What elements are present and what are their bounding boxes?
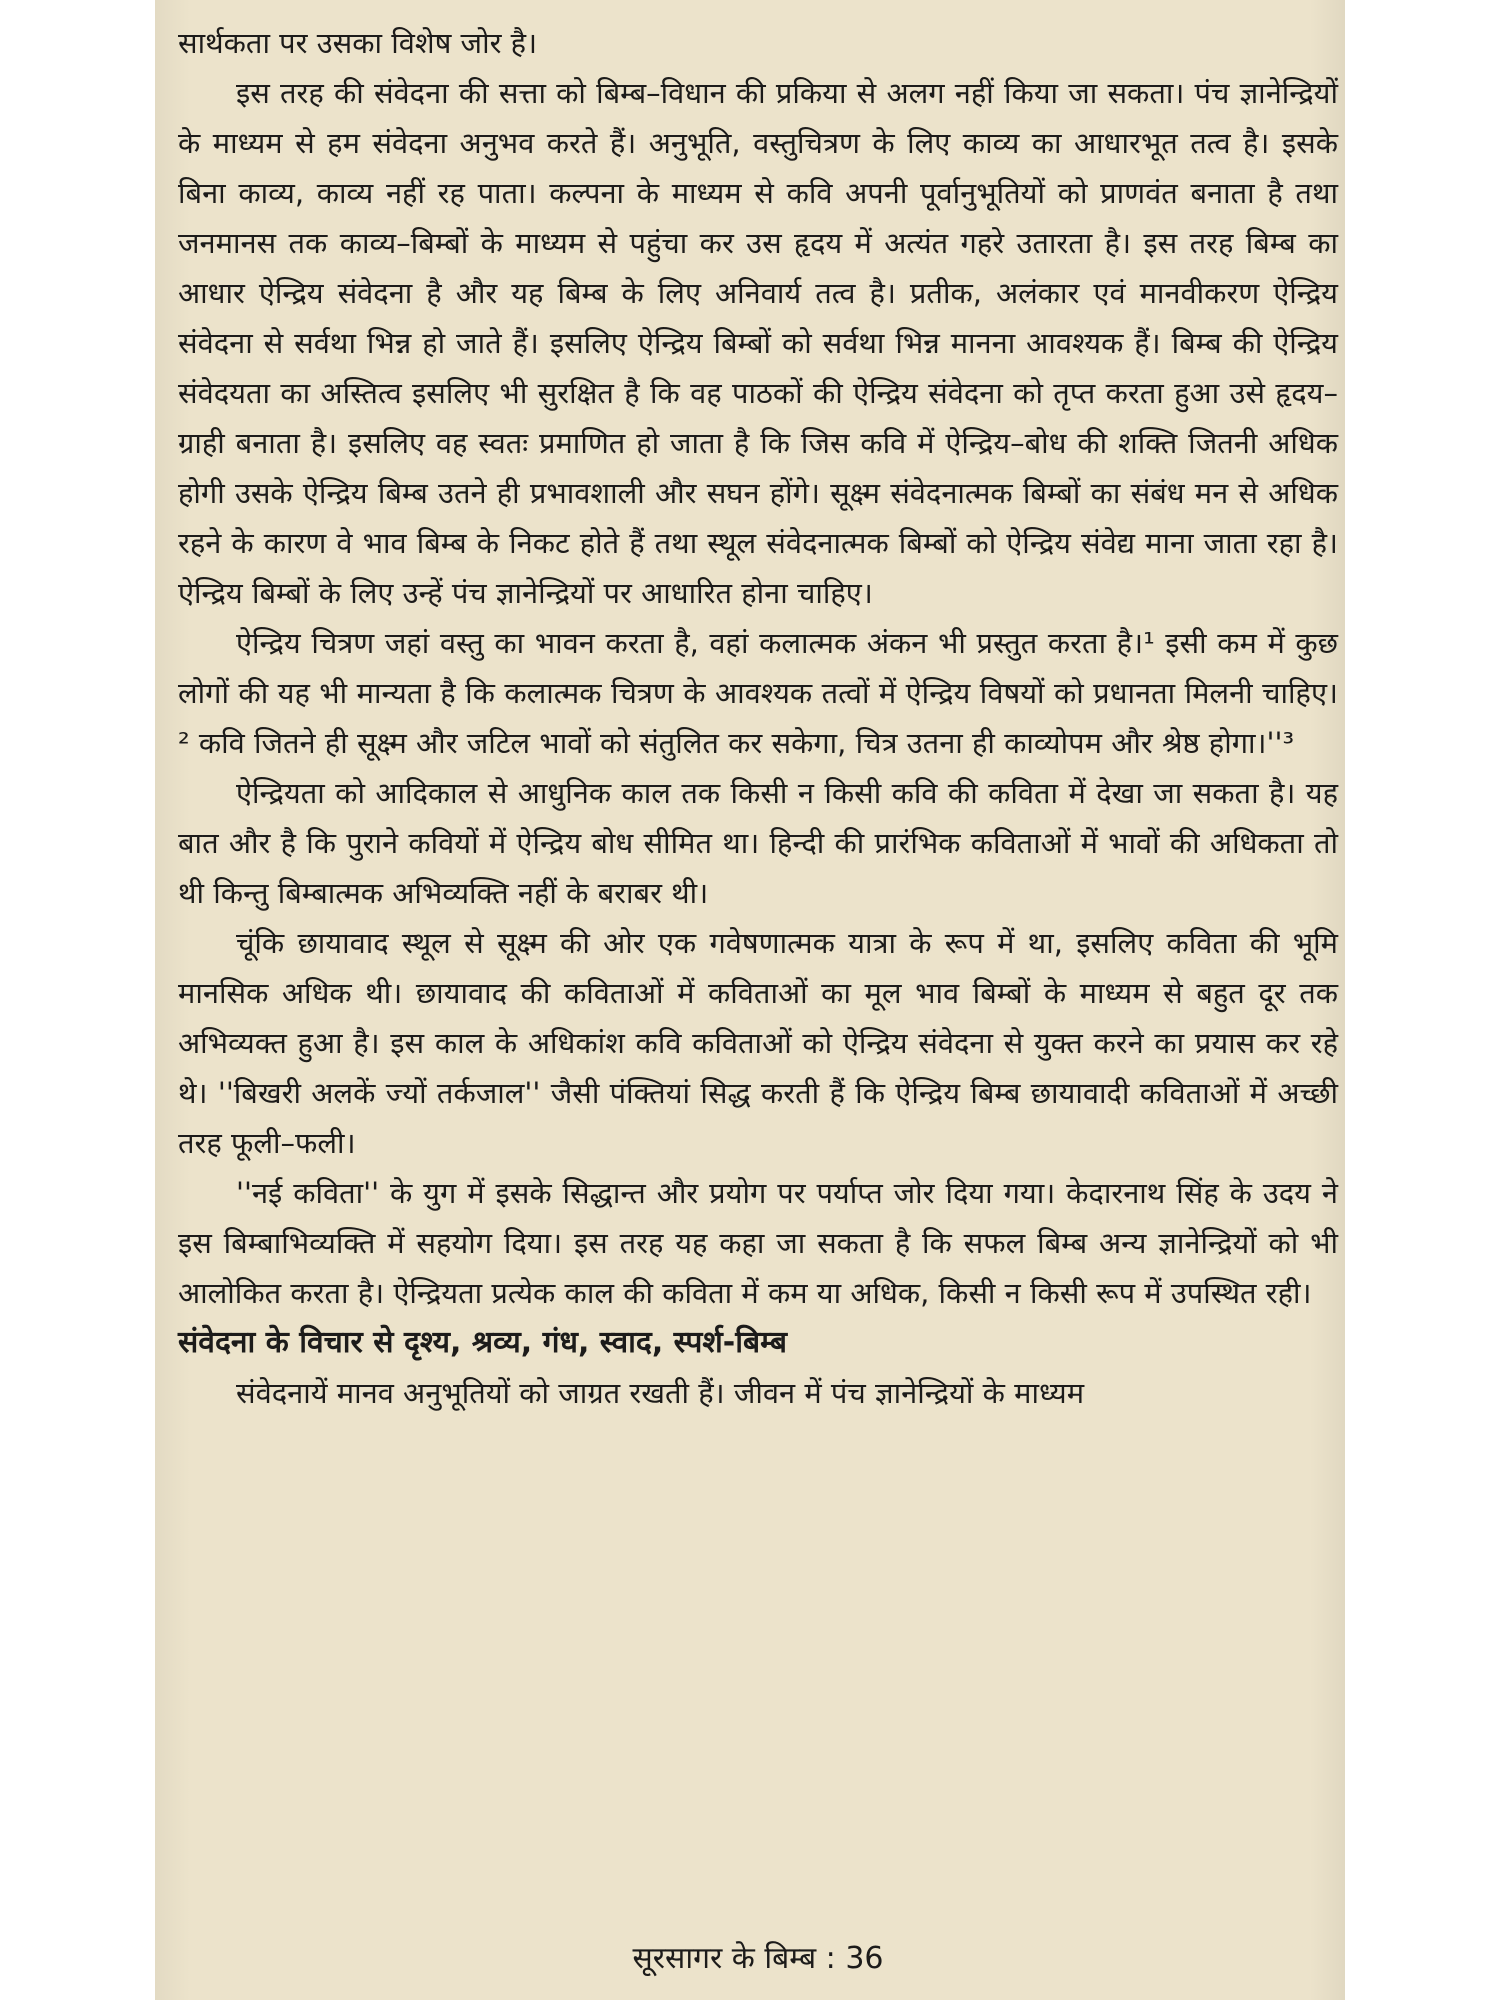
page-footer: सूरसागर के बिम्ब : 36	[632, 1941, 884, 1976]
paragraph-senses-intro: संवेदनायें मानव अनुभूतियों को जाग्रत रखती हैं। जीवन में पंच ज्ञानेन्द्रियों के माध्यम	[236, 1376, 1085, 1410]
section-heading: संवेदना के विचार से दृश्य, श्रव्य, गंध, स्वाद, स्पर्श-बिम्ब	[178, 1325, 788, 1360]
paragraph-sensuality-history: ऐन्द्रियता को आदिकाल से आधुनिक काल तक किसी न किसी कवि की कविता में देखा जा सकता है। यह बात और है कि पुराने कवियों में ऐन्द्रिय बोध सीमित था। हिन्दी की प्रारंभिक कविताओं में भावों की अधिकता तो थी किन्तु बिम्बात्मक अभिव्यक्ति नहीं के बराबर थी।	[178, 776, 1338, 910]
paragraph-continuation: सार्थकता पर उसका विशेष जोर है।	[178, 26, 538, 60]
page-body	[178, 18, 1338, 1418]
paragraph-chhayavad: चूंकि छायावाद स्थूल से सूक्ष्म की ओर एक गवेषणात्मक यात्रा के रूप में था, इसलिए कविता की भूमि मानसिक अधिक थी। छायावाद की कविताओं में कविताओं का मूल भाव बिम्बों के माध्यम से बहुत दूर तक अभिव्यक्त हुआ है। इस काल के अधिकांश कवि कविताओं को ऐन्द्रिय संवेदना से युक्त करने का प्रयास कर रहे थे। ''बिखरी अलकें ज्यों तर्कजाल'' जैसी पंक्तियां सिद्ध करती हैं कि ऐन्द्रिय बिम्ब छायावादी कविताओं में अच्छी तरह फूली–फली।	[178, 926, 1338, 1160]
paragraph-sensory-depiction: ऐन्द्रिय चित्रण जहां वस्तु का भावन करता है, वहां कलात्मक अंकन भी प्रस्तुत करता है।¹ इसी कम में कुछ लोगों की यह भी मान्यता है कि कलात्मक चित्रण के आवश्यक तत्वों में ऐन्द्रिय विषयों को प्रधानता मिलनी चाहिए।² कवि जितने ही सूक्ष्म और जटिल भावों को संतुलित कर सकेगा, चित्र उतना ही काव्योपम और श्रेष्ठ होगा।''³	[178, 626, 1338, 760]
paragraph-nayi-kavita: ''नई कविता'' के युग में इसके सिद्धान्त और प्रयोग पर पर्याप्त जोर दिया गया। केदारनाथ सिंह के उदय ने इस बिम्बाभिव्यक्ति में सहयोग दिया। इस तरह यह कहा जा सकता है कि सफल बिम्ब अन्य ज्ञानेन्द्रियों को भी आलोकित करता है। ऐन्द्रियता प्रत्येक काल की कविता में कम या अधिक, किसी न किसी रूप में उपस्थित रही।	[178, 1176, 1338, 1310]
paragraph-sensation-and-imagery: इस तरह की संवेदना की सत्ता को बिम्ब–विधान की प्रकिया से अलग नहीं किया जा सकता। पंच ज्ञानेन्द्रियों के माध्यम से हम संवेदना अनुभव करते हैं। अनुभूति, वस्तुचित्रण के लिए काव्य का आधारभूत तत्व है। इसके बिना काव्य, काव्य नहीं रह पाता। कल्पना के माध्यम से कवि अपनी पूर्वानुभूतियों को प्राणवंत बनाता है तथा जनमानस तक काव्य–बिम्बों के माध्यम से पहुंचा कर उस हृदय में अत्यंत गहरे उतारता है। इस तरह बिम्ब का आधार ऐन्द्रिय संवेदना है और यह बिम्ब के लिए अनिवार्य तत्व है। प्रतीक, अलंकार एवं मानवीकरण ऐन्द्रिय संवेदना से सर्वथा भिन्न हो जाते हैं। इसलिए ऐन्द्रिय बिम्बों को सर्वथा भिन्न मानना आवश्यक हैं। बिम्ब की ऐन्द्रिय संवेदयता का अस्तित्व इसलिए भी सुरक्षित है कि वह पाठकों की ऐन्द्रिय संवेदना को तृप्त करता हुआ उसे हृदय–ग्राही बनाता है। इसलिए वह स्वतः प्रमाणित हो जाता है कि जिस कवि में ऐन्द्रिय–बोध की शक्ति जितनी अधिक होगी उसके ऐन्द्रिय बिम्ब उतने ही प्रभावशाली और सघन होंगे। सूक्ष्म संवेदनात्मक बिम्बों का संबंध मन से अधिक रहने के कारण वे भाव बिम्ब के निकट होते हैं तथा स्थूल संवेदनात्मक बिम्बों को ऐन्द्रिय संवेद्य माना जाता रहा है। ऐन्द्रिय बिम्बों के लिए उन्हें पंच ज्ञानेन्द्रियों पर आधारित होना चाहिए।	[178, 76, 1338, 610]
